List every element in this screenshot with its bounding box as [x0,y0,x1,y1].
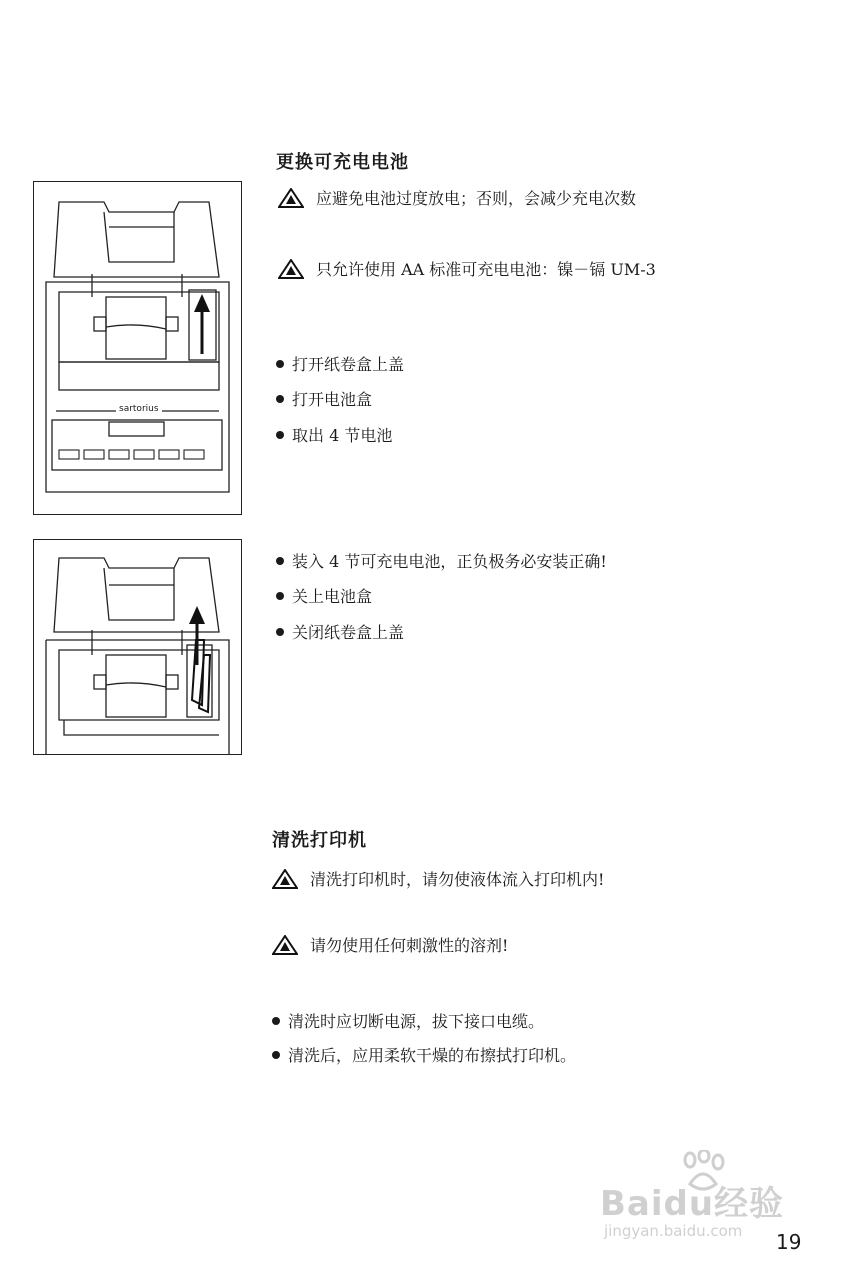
bullet-icon [276,360,284,368]
bullet-icon [276,628,284,636]
battery-warning-1 [278,186,636,209]
step-text: 取出 4 节电池 [292,426,393,445]
step-text: 清洗后，应用柔软干燥的布擦拭打印机。 [288,1046,577,1065]
warning-triangle-icon [272,935,298,955]
list-item [276,352,404,375]
warning-triangle-icon [278,188,304,208]
clean-warning-1 [272,867,604,890]
battery-warning-text: 只允许使用 AA 标准可充电电池：镍－镉 UM-3 [316,260,656,279]
list-item [276,423,392,446]
battery-warning-2 [278,257,656,280]
battery-warning-text: 应避免电池过度放电；否则，会减少充电次数 [316,189,637,208]
warning-triangle-icon [272,869,298,889]
baidu-watermark [600,1150,800,1250]
clean-warning-text: 请勿使用任何刺激性的溶剂! [310,936,509,955]
printer-battery-drawing-icon [34,540,241,754]
bullet-icon [272,1051,280,1059]
list-item [276,549,607,572]
bullet-icon [276,395,284,403]
step-text: 打开纸卷盒上盖 [292,355,405,374]
list-item [272,1009,544,1032]
step-text: 清洗时应切断电源，拔下接口电缆。 [288,1012,545,1031]
bullet-icon [272,1017,280,1025]
watermark-logo-text: Baidu经验 [600,1184,785,1224]
step-text: 关闭纸卷盒上盖 [292,623,405,642]
clean-warning-text: 清洗打印机时，请勿使液体流入打印机内! [310,870,605,889]
battery-section-title: 更换可充电电池 [276,152,409,173]
step-text: 装入 4 节可充电电池，正负极务必安装正确! [292,552,607,571]
list-item [276,387,372,410]
step-text: 关上电池盒 [292,587,373,606]
watermark-url: jingyan.baidu.com [604,1222,743,1240]
bullet-icon [276,557,284,565]
printer-illustration-open [33,181,242,515]
bullet-icon [276,592,284,600]
printer-brand-label: sartorius [116,404,162,414]
list-item [276,620,404,643]
step-text: 打开电池盒 [292,390,373,409]
printer-drawing-icon [34,182,241,514]
list-item [276,584,372,607]
clean-section-title: 清洗打印机 [272,830,367,851]
bullet-icon [276,431,284,439]
warning-triangle-icon [278,259,304,279]
page-number: 19 [776,1230,802,1254]
clean-warning-2 [272,933,508,956]
printer-illustration-insert [33,539,242,755]
list-item [272,1043,576,1066]
